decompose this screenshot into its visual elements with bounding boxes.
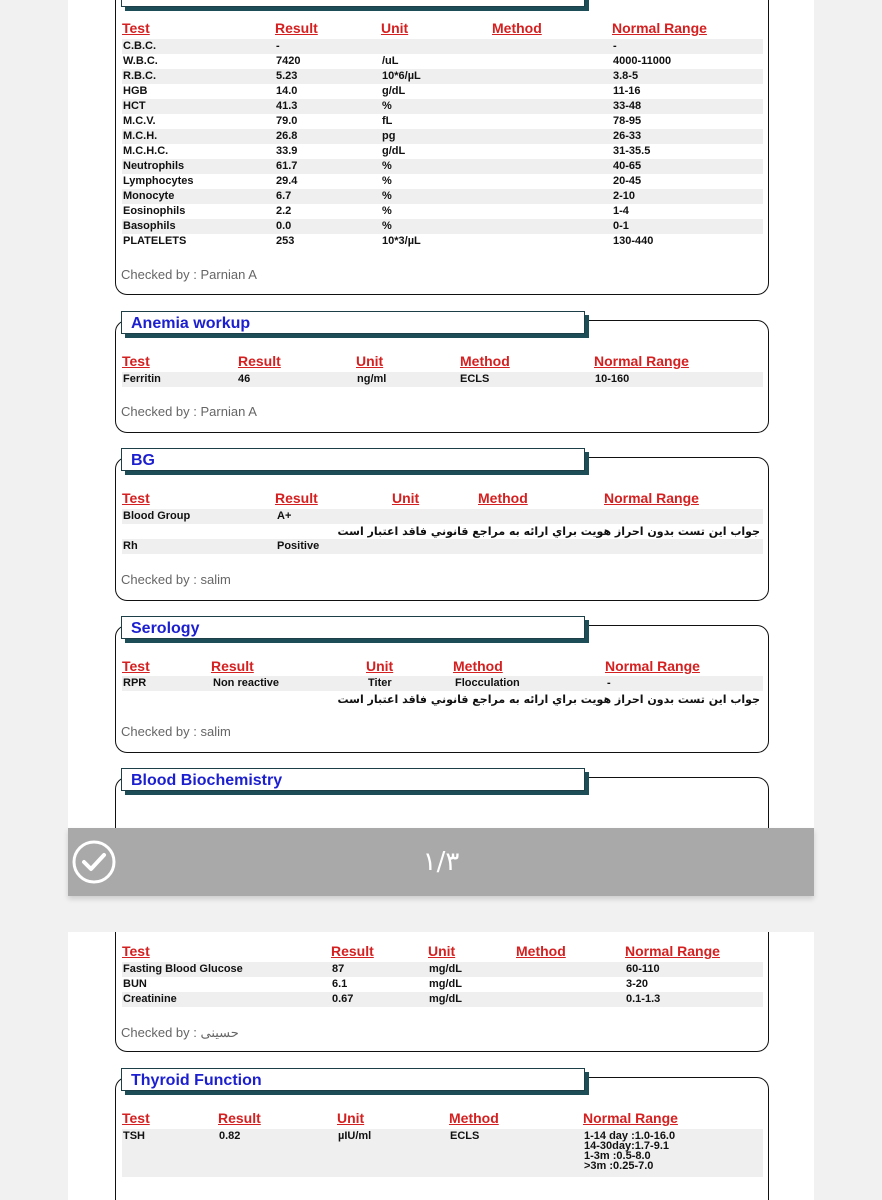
table-row [122, 114, 763, 129]
cell-range: 40-65 [613, 160, 642, 172]
table-row [122, 962, 763, 977]
cell-result: 0.0 [276, 220, 292, 232]
cell-range: 4000-11000 [613, 55, 672, 67]
cell-test: TSH [123, 1130, 145, 1142]
thyroid-section-title: Thyroid Function [121, 1068, 585, 1091]
table-row [122, 234, 763, 249]
cell-range: 0-1 [613, 220, 629, 232]
report-page-2 [68, 932, 814, 1200]
table-row [122, 219, 763, 234]
cell-test: M.C.H.C. [123, 145, 169, 157]
cell-range: 3-20 [626, 978, 649, 990]
checked-by: Checked by : salim [121, 724, 231, 739]
header-test: Test [122, 943, 150, 959]
table-row [122, 189, 763, 204]
anemia-section-title: Anemia workup [121, 311, 585, 334]
table-row [122, 204, 763, 219]
cell-test: R.B.C. [123, 70, 156, 82]
cell-result: Non reactive [213, 677, 280, 689]
cell-test: RPR [123, 677, 147, 689]
header-normal-range: Normal Range [604, 490, 699, 506]
cell-result: 29.4 [276, 175, 298, 187]
cell-test: PLATELETS [123, 235, 187, 247]
cell-range: 26-33 [613, 130, 642, 142]
cell-result: 61.7 [276, 160, 298, 172]
table-row [122, 84, 763, 99]
table-row [122, 992, 763, 1007]
cell-result: 79.0 [276, 115, 298, 127]
header-unit: Unit [337, 1110, 365, 1126]
header-unit: Unit [381, 20, 409, 36]
cell-unit: /uL [382, 55, 399, 67]
header-normal-range: Normal Range [594, 353, 689, 369]
cell-range: 11-16 [613, 85, 641, 97]
header-normal-range: Normal Range [612, 20, 707, 36]
cell-result: 253 [276, 235, 295, 247]
cell-result: A+ [277, 510, 292, 522]
cell-unit: % [382, 220, 392, 232]
biochem-section-title: Blood Biochemistry [121, 768, 585, 791]
cell-result: 26.8 [276, 130, 298, 142]
legal-disclaimer: جواب اين تست بدون احراز هويت براي ارائه به مراجع قانوني فاقد اعتبار است [337, 693, 760, 706]
header-result: Result [211, 658, 254, 674]
table-row [122, 99, 763, 114]
bg-section-title: BG [121, 448, 585, 471]
table-row [122, 509, 763, 524]
header-method: Method [478, 490, 528, 506]
table-row [122, 159, 763, 174]
header-unit: Unit [366, 658, 394, 674]
cell-test: C.B.C. [123, 40, 156, 52]
cell-range: 1-4 [613, 205, 629, 217]
cell-unit: 10*3/µL [382, 235, 421, 247]
table-row [122, 676, 763, 691]
cell-unit: Titer [368, 677, 392, 689]
cbc-section-title-bar [121, 0, 585, 7]
cell-result: 14.0 [276, 85, 298, 97]
serology-section-title: Serology [121, 616, 585, 639]
header-test: Test [122, 20, 150, 36]
legal-disclaimer: جواب اين تست بدون احراز هويت براي ارائه به مراجع قانوني فاقد اعتبار است [337, 525, 760, 538]
cell-test: Fasting Blood Glucose [123, 963, 243, 975]
header-normal-range: Normal Range [583, 1110, 678, 1126]
cell-test: Eosinophils [123, 205, 186, 217]
cell-method: ECLS [460, 373, 490, 385]
header-method: Method [453, 658, 503, 674]
cell-test: Lymphocytes [123, 175, 194, 187]
cell-range: 60-110 [626, 963, 660, 975]
cell-unit: % [382, 100, 392, 112]
header-result: Result [275, 20, 318, 36]
cell-test: Neutrophils [123, 160, 185, 172]
cell-result: 87 [332, 963, 345, 975]
cell-method: Flocculation [455, 677, 520, 689]
table-row [122, 69, 763, 84]
cell-result: Positive [277, 540, 320, 552]
cell-test: Blood Group [123, 510, 191, 522]
header-unit: Unit [392, 490, 420, 506]
table-row [122, 1129, 763, 1177]
header-test: Test [122, 1110, 150, 1126]
cell-unit: % [382, 190, 392, 202]
cell-method: ECLS [450, 1130, 480, 1142]
header-result: Result [238, 353, 281, 369]
header-test: Test [122, 658, 150, 674]
header-method: Method [449, 1110, 499, 1126]
cell-range: 10-160 [595, 373, 630, 385]
header-normal-range: Normal Range [625, 943, 720, 959]
header-test: Test [122, 490, 150, 506]
cell-unit: % [382, 160, 392, 172]
cell-unit: pg [382, 130, 396, 142]
report-page-1 [68, 0, 814, 828]
cell-result: 7420 [276, 55, 301, 67]
cell-range: - [607, 677, 611, 689]
cell-result: 0.67 [332, 993, 354, 1005]
header-result: Result [218, 1110, 261, 1126]
cell-range: 20-45 [613, 175, 642, 187]
cell-range: 3.8-5 [613, 70, 639, 82]
cell-test: HCT [123, 100, 146, 112]
cell-test: BUN [123, 978, 147, 990]
cell-unit: mg/dL [429, 993, 462, 1005]
cell-unit: mg/dL [429, 963, 462, 975]
cell-result: 6.1 [332, 978, 348, 990]
cell-range: 0.1-1.3 [626, 993, 661, 1005]
header-test: Test [122, 353, 150, 369]
header-result: Result [275, 490, 318, 506]
table-row [122, 39, 763, 54]
table-row [122, 129, 763, 144]
cell-range: 1-14 day :1.0-16.0 14-30day:1.7-9.1 1-3m :0.5-8.0 >3m :0.25-7.0 [584, 1130, 676, 1172]
header-method: Method [492, 20, 542, 36]
checked-by: Checked by : salim [121, 572, 231, 587]
table-row [122, 539, 763, 554]
cell-result: 41.3 [276, 100, 298, 112]
cell-test: Basophils [123, 220, 176, 232]
cell-range: 33-48 [613, 100, 642, 112]
cell-range: 130-440 [613, 235, 654, 247]
cell-test: W.B.C. [123, 55, 158, 67]
header-unit: Unit [356, 353, 384, 369]
table-row [122, 174, 763, 189]
checked-by: Checked by : حسینی [121, 1025, 239, 1040]
header-normal-range: Normal Range [605, 658, 700, 674]
cell-result: 2.2 [276, 205, 292, 217]
cell-range: - [613, 40, 617, 52]
cell-result: 46 [238, 373, 251, 385]
cell-result: 5.23 [276, 70, 298, 82]
cell-test: M.C.H. [123, 130, 158, 142]
cell-range: 31-35.5 [613, 145, 651, 157]
cell-unit: fL [382, 115, 393, 127]
cell-range: 78-95 [613, 115, 642, 127]
cell-unit: ng/ml [357, 373, 387, 385]
header-unit: Unit [428, 943, 456, 959]
table-row [122, 977, 763, 992]
cell-unit: mg/dL [429, 978, 462, 990]
cell-test: M.C.V. [123, 115, 156, 127]
cell-test: Monocyte [123, 190, 175, 202]
cell-unit: g/dL [382, 145, 406, 157]
table-row [122, 54, 763, 69]
cell-result: 6.7 [276, 190, 292, 202]
cell-test: Creatinine [123, 993, 177, 1005]
cell-result: - [276, 40, 280, 52]
page-indicator-bar [68, 828, 814, 896]
checked-by: Checked by : Parnian A [121, 267, 257, 282]
cell-unit: g/dL [382, 85, 406, 97]
page-number: ۱/۳ [422, 847, 460, 877]
cell-test: HGB [123, 85, 148, 97]
cell-unit: µIU/ml [338, 1130, 372, 1142]
table-row [122, 372, 763, 387]
header-method: Method [460, 353, 510, 369]
table-row [122, 144, 763, 159]
checked-by: Checked by : Parnian A [121, 404, 257, 419]
header-result: Result [331, 943, 374, 959]
cell-unit: % [382, 175, 392, 187]
header-method: Method [516, 943, 566, 959]
cell-unit: 10*6/µL [382, 70, 421, 82]
cell-range: 2-10 [613, 190, 636, 202]
cell-unit: % [382, 205, 392, 217]
cell-result: 33.9 [276, 145, 298, 157]
cell-test: Rh [123, 540, 138, 552]
cell-result: 0.82 [219, 1130, 241, 1142]
cell-test: Ferritin [123, 373, 161, 385]
